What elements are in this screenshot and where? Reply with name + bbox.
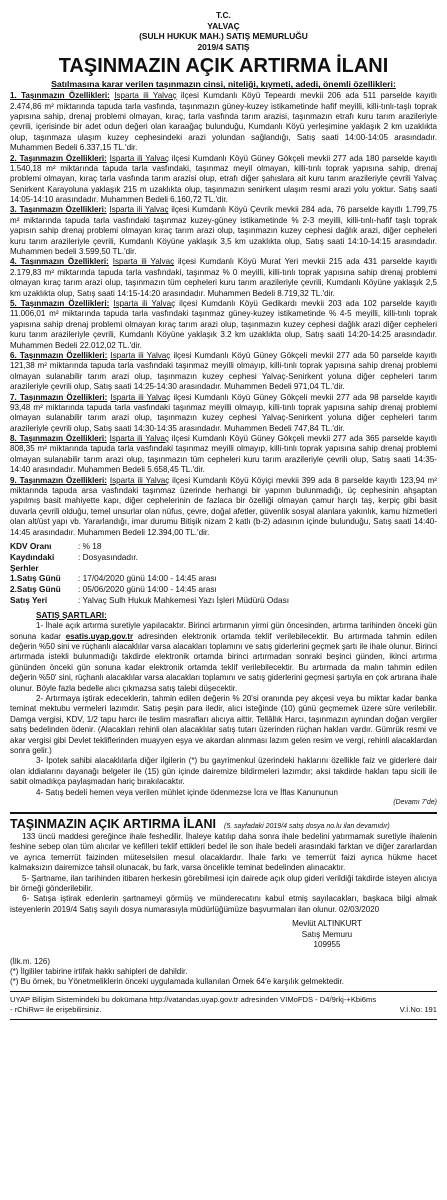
uyap-footer bbox=[10, 995, 437, 1016]
condition-2: 2- Artırmaya iştirak edeceklerin, tahmin edilen değerin % 20'si oranında pey akçesi veya bu miktar kadar banka teminat mektubu vermeleri lazımdır. Satış peşin para iledir, alıcı isteğinde (10) günü geçmemek üzere süre verilebilir. Damga vergisi, KDV, 1/2 tapu harcı ile teslim masrafları alıcıya aittir. Tellâllık Harcı, taşınmazın aynından doğan vergiler satış bedelinden ödenir. (Alacakları rehinli olan alacaklılar satış tutarı üzerinden rüçhan hakları vardır. Gümrük resmi ve akar vergisi gibi Devlet tekliflerinden muayyen eşya ve akardan alınması lazım gelen resim ve vergi, rehinli alacaklardan sonra gelir.) bbox=[10, 694, 437, 755]
property-item bbox=[10, 154, 437, 206]
sale-detail-row bbox=[10, 552, 289, 574]
property-list bbox=[10, 91, 437, 538]
condition-4: 4- Satış bedeli hemen veya verilen mühlet içinde ödenmezse İcra ve İflas Kanununun bbox=[36, 787, 338, 797]
footnote-2: (*) Bu örnek, bu Yönetmeliklerin önceki uygulamada kullanılan Örnek 64'e karşılık gelmektedir. bbox=[10, 977, 344, 987]
sale-detail-key: KDV Oranı bbox=[10, 540, 52, 551]
property-item-description: ilçesi Kumdanlı Köyü Güney Gökçeli mevkii 277 ada 180 parselde kayıtlı 1.540,18 m² miktarında tapuda tarla vasfındaki, taşınmaz meyil olmayan, killi-tınlı toprak yapısına sahip, drenaj problemi olmayan, kıraç tarla vasfında tarım arazisi olup, etrafı diğer şahıslara ait kuru tarım arazileriyle çevrili Yalvaç Senirkent Karayoluna yaklaşık 215 m uzaklıkta olup, taşınmazın senirkent ulaşım resmi arazi yolu yoktur. Satış saati 14:05-14:10 arasındadır. Muhammen Bedeli 6.160,72 TL.'dir. bbox=[10, 153, 437, 205]
property-item-location: Isparta ili Yalvaç bbox=[109, 205, 169, 215]
conditions-heading: SATIŞ ŞARTLARI: bbox=[36, 609, 107, 620]
footnote-1: (*) İlgililer tabirine irtifak hakkı sahipleri de dahildir. bbox=[10, 966, 188, 976]
property-item-description: ilçesi Kumdanlı Köyü Çevrik mevkii 284 ada, 76 parselde kayıtlı 1.799,75 m² miktarında tapuda tarla vasfındaki taşınmaz kuzey-güney istikametinde % 2-3 meyilli, killi-tınlı-hafif taşlı toprak yapısın sahip drenaj problemi olmayan kıraç tarım arazi olup, taşınmazın kuzey cephesi dağlık arazi, diğer cepheleri kuru tarım arazileriyle çevrili, Kumdanlı Köyüne yaklaşık 3,5 km uzaklıkta olup, Satış saati 14:10-14:15 arasındadır. Muhammen bedeli 3.599,50 TL.'dir. bbox=[10, 205, 437, 257]
property-item-label: 8. Taşınmazın Özellikleri: bbox=[10, 434, 107, 444]
property-item-description: ilçesi Kumdanlı Köyü Murat Yeri mevkii 215 ada 431 parselde kayıtlı 2.179,83 m² miktarında tapuda tarla vasfındaki, taşınmaz % 0 meyilli, killi-tınlı toprak yapısına sahip drenaj problemi olmayan kıraç tarım arazi olup, taşınmazın tüm cepheleri kuru tarım arazileriyle çevrili, Kumdanlı Köyüne yaklaşık 2,5 km uzaklıkta olup, Satış saati 14:15-14:20 arasındadır. Muhammen Bedeli 8.719,32 TL.'dir. bbox=[10, 257, 437, 298]
property-item-description: ilçesi Kumdanlı Köyü Köyiçi mevkii 399 ada 8 parselde kayıtlı 123,94 m² miktarında tapuda arsa vasfındaki taşınmaz üzerinde herhangi bir yapının bulunmadığı, üç cephesinin ahşaptan yapılmış basit mahiyette kapı, diğer cephelerinin de fazlaca bir özelliği olmayan çamur harçlı taş, kerpiç gibi basit duvarla çevrili olduğu, temel unsurlar olan nüfus, çevre, doğal afetler, güvenlik sosyal alanlara yakınlık, kamu hizmetleri olan alt/üst yapı vb. Yararlandığı, imar durumu Bitişik nizam 2 katlı (b-2) adasının içinde bulunduğu, Satış saati 14:40-14:45 arasındadır. Muhammen Bedeli 12.394,00 TL.'dir. bbox=[10, 475, 437, 537]
property-item-description: ilçesi Kumdanlı Köyü Güney Gökçeli mevkii 277 ada 50 parselde kayıtlı 121,38 m² miktarında tapuda tarla vasfındaki taşınmaz meyilli olmayıp, killi-tınlı toprak yapısına sahip drenaj problemi olmayan sulanabilir tarım arazi olup, taşınmazın kuzey cephesi Yalvaç-Senirkent yoluna diğer cepheleri tarım arazileriyle çevrili olup, Satış saati 14:25-14:30 arasındadır. Muhammen Bedeli 971,04 TL.'dir. bbox=[10, 350, 437, 392]
property-item bbox=[10, 434, 437, 476]
continuation-paragraph-6: 6- Satışa iştirak edenlerin şartnameyi görmüş ve münderecatını kabul etmiş sayılacakları, başkaca bilgi almak isteyenlerin 2019/4 Satış sayılı dosya numarasıyla müdürlüğümüze başvurmaları ilan olunur. 02/03/2020 bbox=[10, 894, 437, 914]
notice-subtitle: Satılmasına karar verilen taşınmazın cinsi, niteliği, kıymeti, adedi, önemli özellikleri: bbox=[51, 79, 396, 89]
header-office: (SULH HUKUK MAH.) SATIŞ MEMURLUĞU bbox=[139, 31, 308, 41]
property-item-label: 5. Taşınmazın Özellikleri: bbox=[10, 298, 110, 308]
condition-1 bbox=[10, 621, 437, 694]
continuation-section bbox=[10, 812, 437, 1020]
continuation-note: (5. sayfadaki 2019/4 satış dosya no.lu ilan devamıdır) bbox=[224, 822, 390, 830]
sale-detail-row bbox=[10, 541, 289, 552]
sale-detail-key: 1.Satış Günü bbox=[10, 573, 61, 584]
property-item-location: Isparta ili Yalvaç bbox=[109, 434, 169, 444]
signature-number: 109955 bbox=[313, 940, 341, 950]
continuation-paragraph-5: 5- Şartname, ilan tarihinden itibaren herkesin görebilmesi için dairede açık olup gideri verildiği takdirde isteyen alıcıya bir örneği gönderilebilir. bbox=[10, 873, 437, 893]
sale-details bbox=[10, 541, 289, 606]
property-item-label: 6. Taşınmazın Özellikleri: bbox=[10, 350, 108, 360]
property-item-label: 4. Taşınmazın Özellikleri: bbox=[10, 257, 109, 267]
header-city: YALVAÇ bbox=[207, 20, 240, 31]
sale-detail-row bbox=[10, 584, 289, 595]
property-item-location: Isparta ili Yalvaç bbox=[112, 257, 175, 267]
property-item-label: 1. Taşınmazın Özellikleri: bbox=[10, 91, 110, 101]
condition-3: 3- İpotek sahibi alacaklılarla diğer ilgilerin (*) bu gayrimenkul üzerindeki haklarını özellikle faiz ve giderlere dair olan iddialarını dayanağı belgeler ile (15) gün içinde dairemize bildirmeleri lazımdır; aksi takdirde hakları tapu sicili ile sabit olmadıkça paylaşmadan hariç bırakılacaktır. bbox=[10, 756, 437, 787]
header-country: T.C. bbox=[216, 10, 231, 20]
signature-block bbox=[10, 919, 437, 951]
uyap-access-text: UYAP Bilişim Sistemindeki bu dokümana http://vatandas.uyap.gov.tr adresinden VIMoFDS - D4/9rkj-+Kbi6ms - rChiRw= ile erişebilirsiniz. bbox=[10, 994, 377, 1014]
sale-detail-value: : 17/04/2020 günü 14:00 - 14:45 arası bbox=[78, 573, 217, 584]
continued-note: (Devamı 7'de) bbox=[393, 798, 437, 806]
sale-detail-key: Satış Yeri bbox=[10, 594, 48, 605]
signature-name: Mevlüt ALTINKURT bbox=[292, 919, 362, 929]
continuation-title-row bbox=[10, 816, 437, 832]
property-item-location: Isparta ili Yalvaç bbox=[114, 91, 177, 101]
property-item bbox=[10, 299, 437, 351]
footnotes bbox=[10, 967, 437, 992]
property-item bbox=[10, 351, 437, 393]
condition-1-text-a: 1- İhale açık artırma suretiyle yapılacaktır. Birinci artırmanın yirmi gün öncesinden, artırma tarihinden önceki gün sonuna kadar bbox=[10, 621, 437, 641]
property-item bbox=[10, 91, 437, 153]
property-item-label: 7. Taşınmazın Özellikleri: bbox=[10, 392, 108, 402]
sale-detail-row bbox=[10, 573, 289, 584]
property-item bbox=[10, 393, 437, 435]
property-item-location: Isparta ili Yalvaç bbox=[110, 392, 171, 402]
sale-detail-value: : Dosyasındadır. bbox=[78, 551, 138, 562]
signature-role: Satış Memuru bbox=[301, 929, 353, 939]
property-item-description: ilçesi Kumdanlı Köyü Tepeardı mevkii 206 ada 511 parselde kayıtlı 2.474,86 m² miktarında tapuda tarla vasfında, taşınmazın güney-kuzey istikametinde hafif meyilli, killi-tınlı-taşlı toprak yapısına sahip, drenaj problemi olmayan, kıraç, tarla vasfında tarım arazisi, taşınmazın etrafı kuru tarım arazileriyle çevrili, içerisinde bir adet odun değeri olan karaağaç bulunduğu, Kumdanlı Köyü yerleşimine yaklaşık 2 km uzaklıkta olup, taşınmaza ulaşım kuzey cephesindeki arazi yolundan sağlandığı, Satış saati 14:00-14:05 arasındadır. Muhammen Bedeli 6.337,15 TL.'dir. bbox=[10, 91, 437, 153]
property-item bbox=[10, 476, 437, 538]
sale-detail-row bbox=[10, 595, 289, 606]
header-case: 2019/4 SATIŞ bbox=[197, 41, 250, 52]
esatis-link[interactable]: esatis.uyap.gov.tr bbox=[65, 631, 134, 641]
property-item-location: Isparta ili Yalvaç bbox=[110, 350, 171, 360]
legal-reference: (İlk.m. 126) bbox=[10, 956, 51, 966]
continuation-title: TAŞINMAZIN AÇIK ARTIRMA İLANI bbox=[10, 816, 216, 831]
sale-detail-value: : 05/06/2020 günü 14:00 - 14:45 arası bbox=[78, 584, 217, 595]
property-item-location: Isparta ili Yalvaç bbox=[109, 475, 170, 485]
property-item-label: 9. Taşınmazın Özellikleri: bbox=[10, 475, 107, 485]
property-item-location: Isparta ili Yalvaç bbox=[113, 298, 176, 308]
notice-header bbox=[10, 10, 437, 52]
sale-detail-value: : % 18 bbox=[78, 540, 102, 551]
property-item bbox=[10, 205, 437, 257]
sale-detail-key: Kaydındaki Şerhler bbox=[10, 551, 55, 573]
version-number: V.İ.No: 191 bbox=[399, 1004, 437, 1014]
property-item-description: ilçesi Kumdanlı Köyü Gedikardı mevkii 203 ada 102 parselde kayıtlı 11.006,01 m² miktarında tapuda tarla vasfındaki taşınmaz güney-kuzey istikametinde % 4-5 meyilli, killi-tınlı toprak yapısına sahip drenaj problemi olmayan kıraç tarım arazi olup, taşınmazın kuzey cephesi dağlık arazi diğer cepheleri kuru tarım arazileriyle çevrili, Kumdanlı Köyüne yaklaşık 3.2 km uzaklıkta olup, Satış saati 14:20-14:25 arasındadır. Muhammen Bedeli 22.012,02 TL.'dir. bbox=[10, 298, 437, 350]
property-item-label: 2. Taşınmazın Özellikleri: bbox=[10, 153, 107, 163]
notice-title: TAŞINMAZIN AÇIK ARTIRMA İLANI bbox=[58, 55, 389, 77]
sale-detail-value: : Yalvaç Sulh Hukuk Mahkemesi Yazı İşleri Müdürü Odası bbox=[78, 594, 290, 605]
sale-detail-key: 2.Satış Günü bbox=[10, 584, 61, 595]
property-item-location: Isparta ili Yalvaç bbox=[109, 153, 169, 163]
property-item-label: 3. Taşınmazın Özellikleri: bbox=[10, 205, 107, 215]
property-item bbox=[10, 257, 437, 299]
property-item-description: ilçesi Kumdanlı Köyü Güney Gökçeli mevkii 277 ada 365 parselde kayıtlı 808,35 m² miktarında tapuda tarla vasfındaki taşınmaz meyilli olmayıp, killi-tınlı toprak yapısına sahip drenaj problemi olmayan sulanabilir tarım arazi olup, taşınmazın tüm cepheleri kuru tarım arazileriyle çevrili olup, Satış saati 14:35-14:40 arasındadır. Muhammen Bedeli 5.658,45 TL.'dir. bbox=[10, 434, 437, 475]
property-item-description: ilçesi Kumdanlı Köyü Güney Gökçeli mevkii 277 ada 98 parselde kayıtlı 93,48 m² miktarında tapuda tarla vasfındaki taşınmaz meyilli olmayıp, killi-tınlı toprak yapısına sahip drenaj problemi olmayan sulanabilir tarım arazi olup, taşınmazın kuzey cephesi Yalvaç-Senirkent yoluna diğer cepheleri tarım arazileriyle çevrili olup, Satış saati 14:30-14:35 arasındadır. Muhammen Bedeli 747,84 TL.'dir. bbox=[10, 392, 437, 433]
condition-1-text-b: adresinden elektronik ortamda teklif verilebilecektir. Bu artırmada tahmin edilen değerin %50 sini ve rüçhanlı alacaklılar varsa alacakları toplamını ve satış giderlerini geçmek şartı ile ihale olunur. Birinci artırmada istekli bulunmadığı takdirde elektronik ortamda birinci artırmadan sonraki beşinci günden, ikinci artırma gününden önceki gün sonuna kadar elektronik ortamda teklif verilebilecektir. Bu artırmada da malın tahmin edilen değerin %50' sini, rüçhanlı alacaklılar varsa alacakları toplamını ve satış giderlerini geçmesi şartıyla en çok artırana ihale olunur. Böyle fazla bedelle alıcı çıkmazsa satış talebi düşecektir. bbox=[10, 631, 437, 693]
continuation-paragraph-1: 133 üncü maddesi gereğince ihale feshedilir. İhaleye katılıp daha sonra ihale bedelini yatırmamak suretiyle ihalenin feshine sebep olan tüm alıcılar ve kefilleri teklif ettikleri bedel ile son ihale bedeli arasındaki farktan ve diğer zararlardan ve ayrıca temerrüt faizinden müteselsilen mesul olacaklardır. İhale farkı ve temerrüt faizi ayrıca hükme hacet kalmaksızın dairemizce tahsil olunacak, bu fark, varsa öncelikle teminat bedelinden alınacaktır. bbox=[10, 832, 437, 873]
